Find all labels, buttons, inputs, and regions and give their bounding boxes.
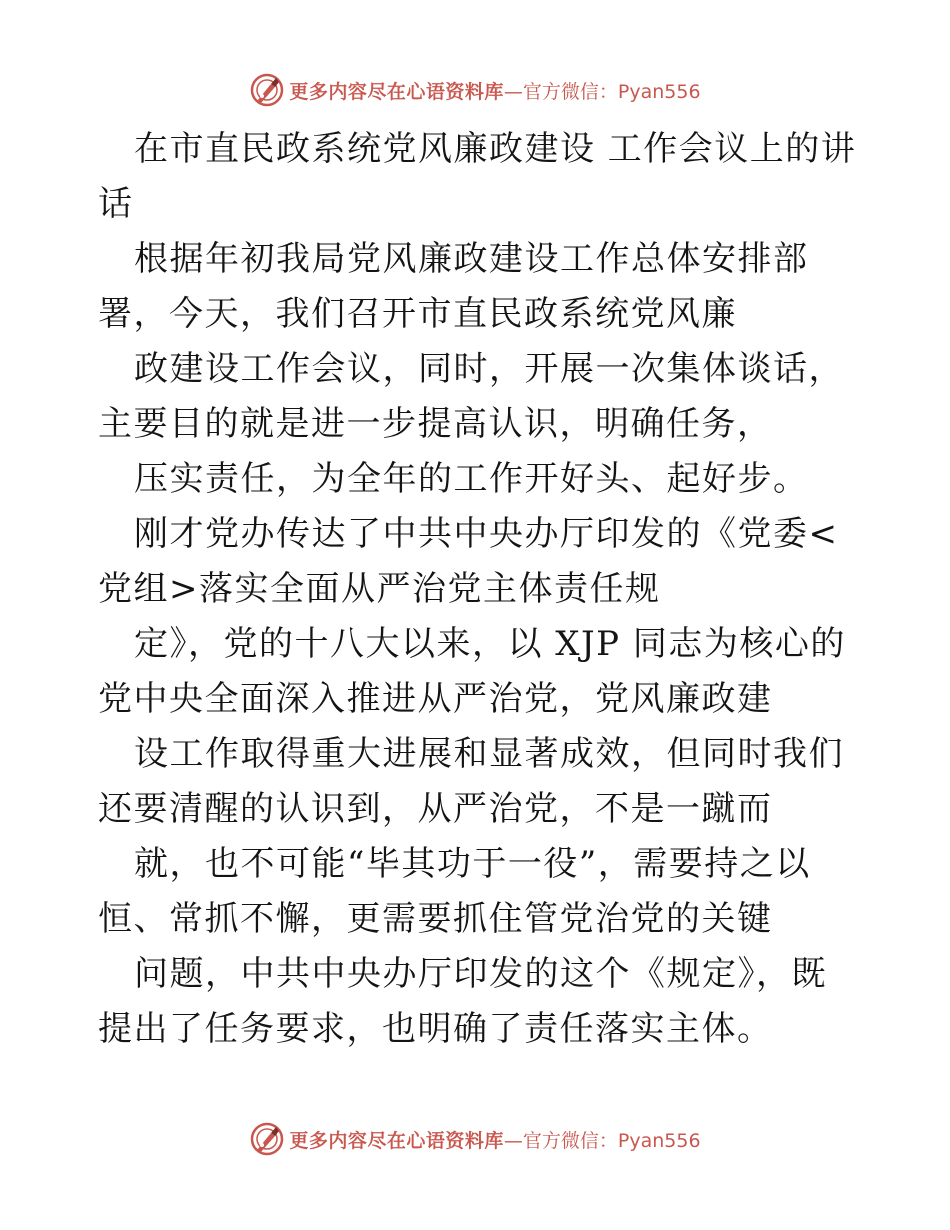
paragraph-line: 就，也不可能“毕其功于一役”，需要持之以恒、常抓不懈，更需要抓住管党治党的关键	[98, 844, 811, 939]
paragraph-line: 设工作取得重大进展和显著成效，但同时我们还要清醒的认识到，从严治党，不是一蹴而	[98, 734, 844, 829]
paragraph-line: 政建设工作会议，同时，开展一次集体谈话，主要目的就是进一步提高认识，明确任务，	[98, 349, 844, 444]
document-title: 在市直民政系统党风廉政建设 工作会议上的讲话	[98, 129, 857, 224]
pen-logo-icon	[249, 1121, 285, 1157]
banner-brand-text: 更多内容尽在心语资料库	[289, 1129, 504, 1152]
header-banner	[0, 70, 950, 110]
paragraph-line: 刚才党办传达了中共中央办厅印发的《党委<党组>落实全面从严治党主体责任规	[98, 514, 839, 609]
paragraph-line: 问题，中共中央办厅印发的这个《规定》，既提出了任务要求，也明确了责任落实主体。	[98, 954, 827, 1049]
footer-banner	[0, 1119, 950, 1159]
paragraph-line: 压实责任，为全年的工作开好头、起好步。	[134, 459, 809, 499]
document-body	[98, 122, 858, 1057]
paragraph-line: 根据年初我局党风廉政建设工作总体安排部署，今天，我们召开市直民政系统党风廉	[98, 239, 809, 334]
pen-logo-icon	[249, 72, 285, 108]
banner-wechat-text: —官方微信：Pyan556	[503, 80, 701, 103]
banner-brand-text: 更多内容尽在心语资料库	[289, 80, 504, 103]
paragraph-line: 定》，党的十八大以来，以 XJP 同志为核心的党中央全面深入推进从严治党，党风廉政建	[98, 624, 846, 719]
banner-wechat-text: —官方微信：Pyan556	[503, 1129, 701, 1152]
